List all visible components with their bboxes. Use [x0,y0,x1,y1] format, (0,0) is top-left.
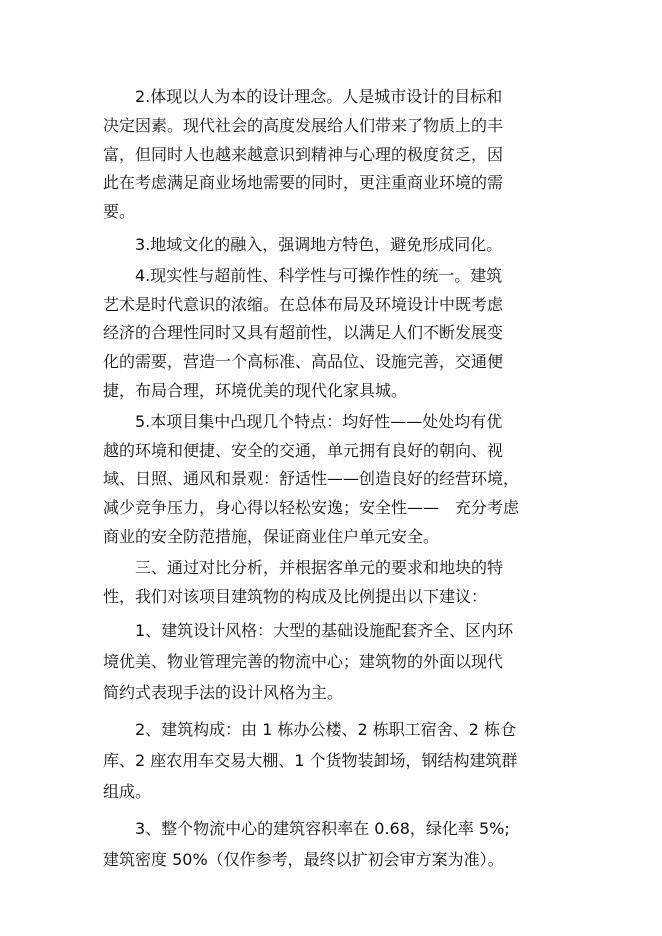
text-line: 经济的合理性同时又具有超前性，以满足人们不断发展变 [103,323,504,343]
text-line: 此在考虑满足商业场地需要的同时，更注重商业环境的需 [103,173,504,193]
paragraph-section-3 [103,554,551,612]
paragraph-2 [103,83,551,227]
text-line: 2、建筑构成：由 1 栋办公楼、2 栋职工宿舍、2 栋仓 [135,720,517,740]
text-line: 商业的安全防范措施，保证商业住户单元安全。 [103,526,440,546]
paragraph-ratio [103,813,551,875]
text-line: 域、日照、通风和景观：舒适性——创造良好的经营环境， [103,469,520,489]
text-line: 组成。 [103,782,152,802]
text-line: 化的需要，营造一个高标准、高品位、设施完善，交通便 [103,352,504,372]
text-line: 建筑密度 50%（仅作参考，最终以扩初会审方案为准）。 [103,850,504,870]
text-line: 艺术是时代意识的浓缩。在总体布局及环境设计中既考虑 [103,294,504,314]
text-line: 3、整个物流中心的建筑容积率在 0.68，绿化率 5%; [135,819,510,839]
text-line: 1、建筑设计风格：大型的基础设施配套齐全、区内环 [135,621,514,641]
paragraph-4 [103,262,551,406]
document-page [103,83,551,875]
paragraph-style [103,615,551,708]
text-line: 要。 [103,202,136,222]
text-line: 减少竞争压力，身心得以轻松安逸；安全性—— 充分考虑 [103,498,520,518]
paragraph-5 [103,408,551,552]
text-line: 简约式表现手法的设计风格为主。 [103,683,344,703]
text-line: 库、2 座农用车交易大棚、1 个货物装卸场，钢结构建筑群 [103,751,518,771]
text-line: 富，但同时人也越来越意识到精神与心理的极度贫乏，因 [103,144,504,164]
text-line: 5.本项目集中凸现几个特点：均好性——处处均有优 [135,411,503,431]
paragraph-composition [103,714,551,807]
text-line: 三、通过对比分析，并根据客单元的要求和地块的特 [135,557,504,577]
text-line: 2.体现以人为本的设计理念。人是城市设计的目标和 [135,87,503,106]
text-line: 境优美、物业管理完善的物流中心；建筑物的外面以现代 [103,652,504,672]
text-line: 4.现实性与超前性、科学性与可操作性的统一。建筑 [135,265,503,285]
paragraph-3 [103,231,551,260]
text-line: 决定因素。现代社会的高度发展给人们带来了物质上的丰 [103,115,504,135]
text-line: 越的环境和便捷、安全的交通，单元拥有良好的朝向、视 [103,440,504,460]
text-line: 3.地域文化的融入，强调地方特色，避免形成同化。 [135,234,503,254]
text-line: 捷，布局合理，环境优美的现代化家具城。 [103,380,408,400]
text-line: 性，我们对该项目建筑物的构成及比例提出以下建议： [103,586,488,606]
